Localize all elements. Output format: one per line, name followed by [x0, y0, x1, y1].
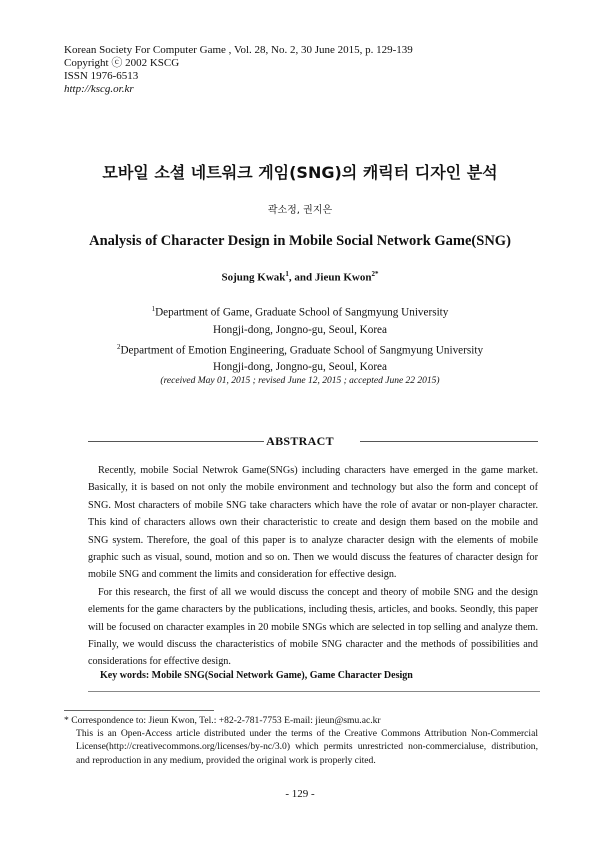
journal-url: http://kscg.or.kr	[64, 83, 134, 95]
copyright-line: Copyright ⓒ 2002 KSCG	[64, 57, 180, 69]
footnote	[64, 714, 538, 767]
abstract-paragraph-1: Recently, mobile Social Netwrok Game(SNGs) including characters have emerged in the game market. Basically, it is based on not only the mobile environment and technology but also the form and concept of SNG. Most characters of mobile SNG take characters which have the role of avatar or non-player character. This kind of characters allows own their characteristic to create and design them based on the mobile and SNG system. Therefore, the goal of this paper is to analyze character design with the elements of mobile graphic such as visual, sound, motion and so on. Then we would discuss the features of character design for mobile SNG and comment the limits and consideration for effective design.	[88, 465, 538, 581]
affiliation-2-mark: 2	[116, 343, 121, 351]
footnote-rule	[64, 710, 214, 711]
abstract-body	[88, 462, 538, 671]
license-note: This is an Open-Access article distributed under the terms of the Creative Commons Attribution Non-Commercial License(http://creativecommons.org/licenses/by-nc/3.0) which permits unrestricted non-commercialuse, distribution, and reproduction in any medium, provided the original work is properly cited.	[76, 728, 538, 766]
author-2-name: Jieun Kwon	[314, 271, 372, 284]
affiliation-1	[0, 305, 600, 319]
received-dates: (received May 01, 2015 ; revised June 12, 2015 ; accepted June 22 2015)	[160, 376, 440, 386]
journal-citation: Korean Society For Computer Game , Vol. 28, No. 2, 30 June 2015, p. 129-139	[64, 44, 413, 56]
affiliation-2-dept: Department of Emotion Engineering, Graduate School of Sangmyung University	[120, 344, 484, 357]
korean-authors: 곽소정, 권지은	[267, 205, 333, 216]
author-line	[0, 270, 600, 284]
korean-title: 모바일 소셜 네트워크 게임(SNG)의 캐릭터 디자인 분석	[102, 163, 498, 182]
affiliation-1-dept: Department of Game, Graduate School of Sangmyung University	[155, 306, 449, 319]
abstract-heading: ABSTRACT	[266, 434, 334, 448]
affiliation-2-address: Hongji-dong, Jongno-gu, Seoul, Korea	[212, 361, 387, 373]
author-1-mark: 1	[285, 270, 289, 278]
affiliation-1-address: Hongji-dong, Jongno-gu, Seoul, Korea	[212, 324, 387, 336]
abstract-bottom-rule	[88, 691, 540, 692]
journal-header	[64, 44, 413, 96]
author-1-name: Sojung Kwak	[221, 271, 286, 284]
issn-line: ISSN 1976-6513	[64, 70, 139, 82]
english-title: Analysis of Character Design in Mobile Social Network Game(SNG)	[89, 233, 511, 249]
abstract-paragraph-2: For this research, the first of all we would discuss the concept and theory of mobile SNG and the design elements for the game characters by the publications, including thesis, articles, and books. Seondly, this paper will be focused on character examples in 20 mobile SNGs which are selected in top selling and analyze them. Finally, we would discuss the characteristics of mobile SNG character and the methods of possibilities and considerations for effective design.	[88, 586, 538, 668]
page-number: - 129 -	[285, 788, 315, 800]
keywords: Key words: Mobile SNG(Social Network Game), Game Character Design	[100, 670, 413, 681]
affiliation-2	[0, 343, 600, 357]
abstract-rule-right	[360, 441, 538, 442]
correspondence-note: * Correspondence to: Jieun Kwon, Tel.: +82-2-781-7753 E-mail: jieun@smu.ac.kr	[64, 715, 381, 726]
author-2-mark: 2*	[371, 270, 379, 278]
author-joiner: , and	[288, 271, 315, 284]
affiliation-1-mark: 1	[151, 305, 156, 313]
